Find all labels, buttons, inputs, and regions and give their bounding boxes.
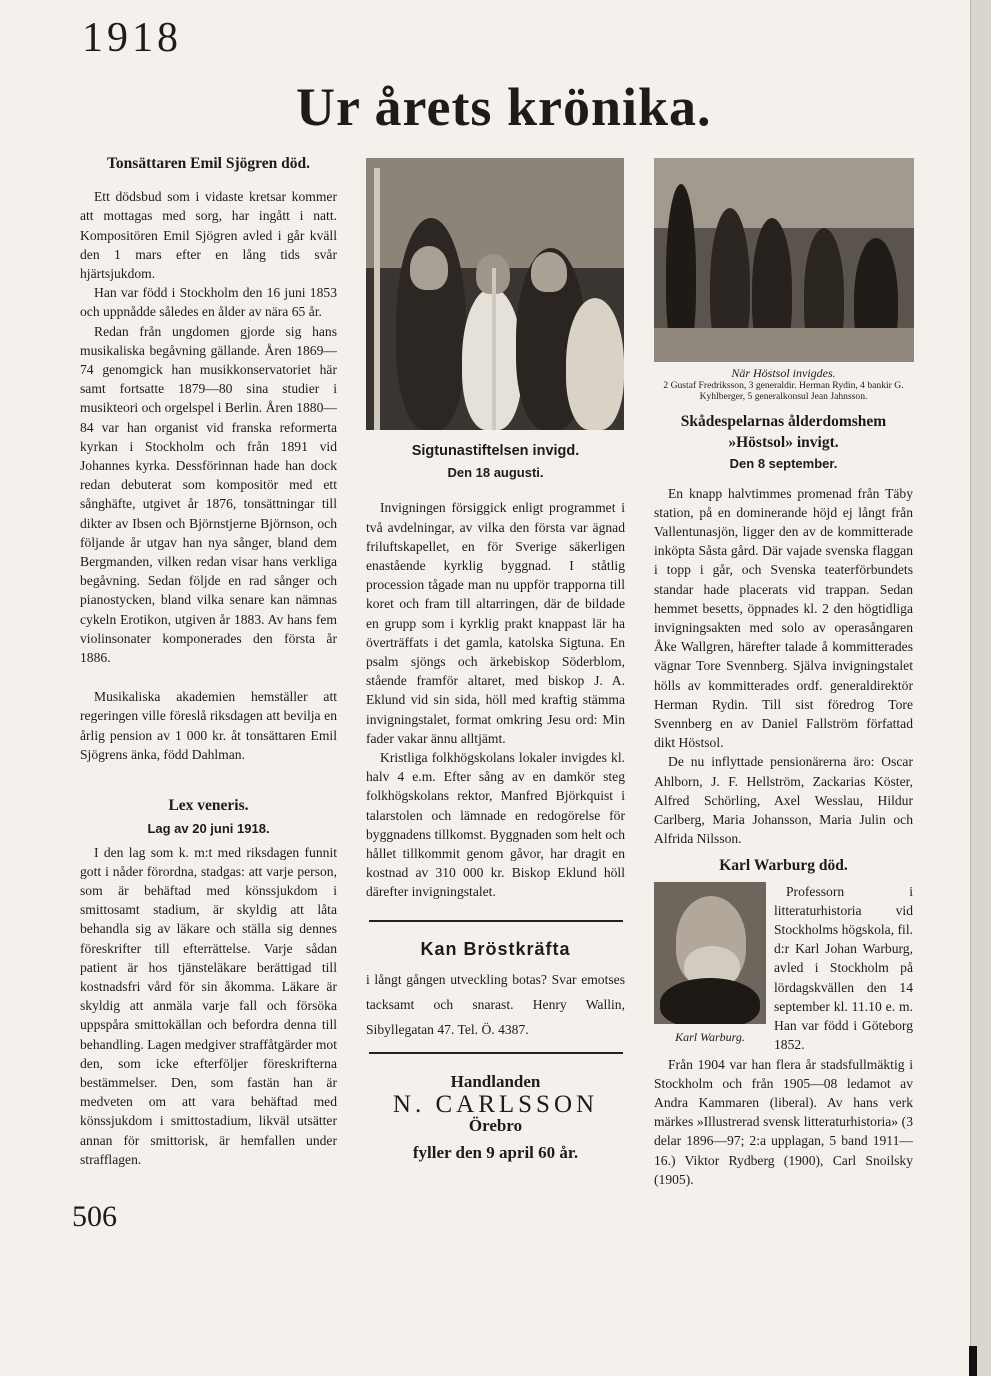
hostsol-caption-text: 2 Gustaf Fredriksson, 3 generaldir. Herman Rydin, 4 bankir G. Kyhlberger, 5 generalkonsul Jean Jahnsson.: [663, 380, 904, 402]
sigtuna-headline: Sigtunastiftelsen invigd.: [411, 443, 580, 459]
hostsol-paragraph-2: De nu inflyttade pensionärerna äro: Oscar Ahlborn, J. F. Hellström, Zackarias Köster, Alfred Schörling, Axel Wesslau, Hildur Carlberg, Maria Johansson, Maria Julin och Alfrida Nilsson.: [654, 754, 913, 847]
sjogren-paragraph-3: Redan från ungdomen gjorde sig hans musikaliska begåvning gällande. Åren 1869—74 genomgick han musikkonservatoriet här samt fortsatte 1879—80 sina studier i musikteori och orgelspel i Berlin. Åren 1880—84 var han organist vid franska reformerta kyrkan i Stockholm och från 1891 vid Johannes kyrka. Dessförinnan hade han dock redan debuterat som kompositör med ett sånghäfte, utgivet år 1876, tonsättningar till dikter av Ibsen och Björnstjerne Björnson, och följande år utgav han nya sånger, bland dem Bergmanden, vilken redan visar hans verkliga begåvning. Sedan följde en rad sånger och pianostycken, bland vilka senare kan nämnas cykeln Erotikon, utgiven år 1883. Av hans fem violinsonater komponerades den första år 1886.: [80, 323, 337, 666]
warburg-portrait-wrap: [654, 882, 766, 1044]
warburg-paragraph-1: Professorn i litteraturhistoria vid Stockholms högskola, fil. d:r Karl Johan Warburg, avled i Stockholm på lördagskvällen den 14 september kl. 11.10 e. m. Han var född i Göteborg 1852.: [774, 883, 913, 1053]
hostsol-headline-2: »Höstsol» invigt.: [728, 434, 839, 452]
column-right: [654, 158, 913, 1189]
warburg-portrait-caption: Karl Warburg.: [675, 1029, 745, 1044]
sjogren-paragraph-1: Ett dödsbud som i vidaste kretsar kommer att mottagas med sorg, har ingått i natt. Kompositören Emil Sjögren avled i går kväll den 1 mars efter en lång tids svår hjärtsjukdom.: [80, 189, 337, 282]
hostsol-headline-1: Skådespelarnas ålderdomshem: [680, 413, 887, 430]
sjogren-paragraph-2: Han var född i Stockholm den 16 juni 1853 och uppnådde således en ålder av nära 65 år.: [80, 285, 337, 320]
sjogren-headline: Tonsättaren Emil Sjögren död.: [107, 155, 310, 172]
warburg-portrait: [654, 882, 766, 1024]
ad-carlsson-name: N. CARLSSON: [392, 1091, 599, 1119]
hostsol-date: Den 8 september.: [729, 456, 838, 472]
ad-top-rule: [369, 920, 623, 922]
sjogren-paragraph-4: Musikaliska akademien hemställer att regeringen ville föreslå riksdagen att bevilja en årlig pension av 1 000 kr. åt tonsättaren Emil Sjögrens änka, född Dahlman.: [80, 689, 337, 762]
ad-bottom-rule: [369, 1052, 623, 1054]
lex-headline: Lex veneris.: [168, 797, 249, 815]
corner-mark: [969, 1346, 977, 1376]
warburg-block: [654, 882, 913, 1055]
hostsol-paragraph-1: En knapp halvtimmes promenad från Täby station, på en dominerande höjd ej långt från Vallentunasjön, ligger den av de kommitterade inköpta Såsta gård. Där vajade svenska flaggan i topp i går, och Svenska teaterförbundets standar hade placerats vid trappan. Sedan hemmet besetts, öppnades kl. 2 den högtidliga invigningsakten med solo av operasångaren Åke Wallgren, härefter talade å kommitterades vägnar Tore Svennberg. Själva invigningstalet hölls av kommitterades ordf. generaldirektör Herman Rydin. Till sist föredrog Tore Svennberg en av Daniel Fallström författad dikt Höstsol.: [654, 485, 913, 751]
sigtuna-paragraph-1: Invigningen försiggick enligt programmet i två avdelningar, av vilka den första var ägnad friluftskapellet, en för Sverige säkerligen enastående kyrklig byggnad. I ståtlig procession tågade man nu uppför trapporna till koret och fram till altarringen, där de bildade en grupp som i kyrklig prakt knappast lär ha överträffats i det gamla, katolska Sigtuna. En psalm sjöngs och ärkebiskop Söderblom, stående framför altaret, med biskop J. A. Eklund vid sin sida, höll med kraftig stämma invigningstalet, format omkring Jesu ord: Min fader vakar ännu alltjämt.: [366, 500, 625, 746]
masthead-title: Ur årets krönika.: [296, 77, 712, 137]
ad-carlsson-city: Örebro: [468, 1116, 523, 1136]
lex-subhead: Lag av 20 juni 1918.: [147, 821, 270, 837]
ad-brostkrafta-title: Kan Bröstkräfta: [420, 938, 571, 959]
page-edge: [971, 0, 991, 1376]
sigtuna-date: Den 18 augusti.: [447, 465, 544, 481]
hostsol-group-photo: [654, 158, 914, 362]
warburg-paragraph-2: Från 1904 var han flera år stadsfullmäktig i Stockholm och från 1905—08 ledamot av Andra Kammaren (liberal). Av hans verk märkes »Illustrerad svensk litteraturhistoria» (3 delar 1896—97; 2:a upplagan, 5 band 1911—16.) Viktor Rydberg (1900), Carl Snoilsky (1905).: [654, 1056, 913, 1187]
ad-carlsson-birthday: fyller den 9 april 60 år.: [412, 1143, 579, 1163]
ad-brostkrafta-text: i långt gången utveckling botas? Svar emotses tacksamt och snarast. Henry Wallin, Sibyllegatan 47. Tel. Ö. 4387.: [366, 971, 625, 1037]
page-year: 1918: [82, 15, 182, 61]
page-number: 506: [72, 1200, 117, 1233]
ad-carlsson-line1: Handlanden: [450, 1071, 541, 1091]
lex-paragraph: I den lag som k. m:t med riksdagen funnit gott i nåder förordna, stadgas: att varje person, som är behäftad med könssjukdom i smittosamt stadium, är skyldig att låta behandla sig av läkare och ställa sig dennes föreskrifter till efterrättelse. Varje sådan patient är hos tjänsteläkare berättigad till kostnadsfri vård för sin åkomma. Läkare är skyldig att anmäla varje fall och försöka uppspåra smittokällan och befordra denna till behandling. Lagen medgiver straffåtgärder mot den, som icke efterföljer föreskrifterna bestämmelser. Den, som fastän han är medveten om att vara behäftad med könssjukdom i smittostadium, likväl utsätter annan för smittorisk, är hemfallen under strafflagen.: [80, 844, 337, 1167]
sigtuna-procession-photo: [366, 158, 624, 430]
hostsol-caption-title: När Höstsol invigdes.: [731, 366, 836, 380]
column-middle: [366, 158, 625, 1163]
warburg-headline: Karl Warburg död.: [719, 857, 848, 875]
sigtuna-paragraph-2: Kristliga folkhögskolans lokaler invigdes kl. halv 4 e.m. Efter sång av en damkör steg folkhögskolans rektor, Manfred Björkquist i talarstolen och lämnade en redogörelse för byggnadens tillkomst. Byggnaden som helt och hållet tillkommit genom gåvor, har dragit en kostnad av 310 000 kr. Biskop Eklund höll därefter invigningstalet.: [366, 750, 625, 900]
column-left: [80, 150, 337, 1169]
